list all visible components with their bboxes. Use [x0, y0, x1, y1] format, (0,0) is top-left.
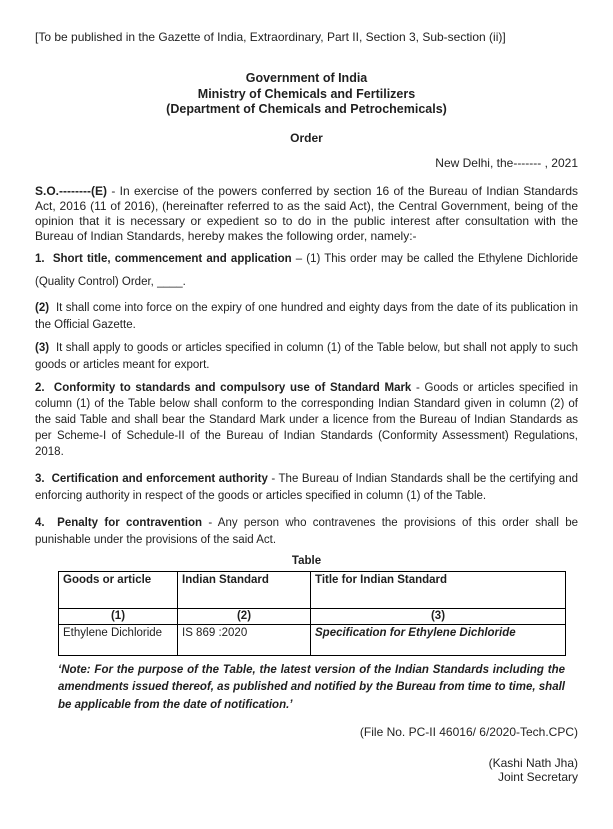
order-title: Order [290, 130, 323, 145]
signatory-title: Joint Secretary [497, 770, 578, 784]
col-number-2: (2) [178, 608, 311, 624]
standards-table [58, 571, 566, 656]
signatory-name: (Kashi Nath Jha) [488, 755, 578, 770]
header-government-of-india: Government of India [245, 71, 368, 85]
clause-conformity-body: - Goods or articles specified in column (1) of the Table below shall conform to the corresponding Indian Standard given in column (2) of the said Table and shall bear the Standard Mark under a licence from the Bureau of Indian Standards as per Scheme-I of Schedule-II of the Bureau of Indian Standards (Conformity Assessment) Regulations, 2018. [35, 381, 579, 458]
so-body: - In exercise of the powers conferred by section 16 of the Bureau of Indian Standards Act, 2016 (11 of 2016), (hereinafter referred to as the said Act), the Central Government, being of the opinion that it is necessary or expedient so to do in the public interest after consultation with the Bureau of Indian Standards, hereby makes the following order, namely:- [35, 183, 578, 243]
clause-conformity [35, 380, 578, 460]
clause-application [35, 340, 578, 374]
clause-penalty-heading: 4. Penalty for contravention [35, 516, 203, 529]
clause-certification-heading: 3. Certification and enforcement authority [35, 472, 268, 485]
col-number-3: (3) [311, 608, 566, 624]
clause-certification [35, 471, 578, 505]
clause-short-title [35, 248, 578, 294]
table-header-row [59, 571, 566, 608]
signature-block [35, 756, 578, 785]
file-number: (File No. PC-II 46016/ 6/2020-Tech.CPC) [359, 725, 578, 739]
header-department: (Department of Chemicals and Petrochemicals) [166, 102, 447, 116]
government-header [35, 71, 578, 118]
col-number-1: (1) [59, 608, 178, 624]
header-ministry: Ministry of Chemicals and Fertilizers [197, 86, 416, 101]
col-header-standard: Indian Standard [178, 571, 311, 608]
clause-certification-body: - The Bureau of Indian Standards shall be the certifying and enforcing authority in respect of the goods or articles specified in column (1) of the Table. [35, 472, 578, 502]
table-note: ‘Note: For the purpose of the Table, the latest version of the Indian Standards including the amendments issued thereof, as published and notified by the Bureau from time to time, shall be applicable from the date of notification.’ [58, 663, 565, 711]
clause-application-number: (3) [35, 341, 50, 354]
cell-goods: Ethylene Dichloride [59, 624, 178, 655]
table-colnum-row [59, 608, 566, 624]
clause-application-body: It shall apply to goods or articles specified in column (1) of the Table below, but shall not apply to such goods or articles meant for export. [35, 341, 578, 371]
clause-commencement [35, 300, 578, 334]
table-caption: Table [291, 554, 322, 567]
col-header-goods: Goods or article [59, 571, 178, 608]
col-header-title: Title for Indian Standard [311, 571, 566, 608]
clause-penalty-body: - Any person who contravenes the provisions of this order shall be punishable under the provisions of the said Act. [35, 516, 578, 546]
so-paragraph [35, 184, 578, 244]
cell-standard: IS 869 :2020 [178, 624, 311, 655]
clause-short-title-body: – (1) This order may be called the Ethylene Dichloride (Quality Control) Order, ____. [35, 252, 579, 288]
so-number: S.O.--------(E) [35, 183, 107, 198]
publish-note: [To be published in the Gazette of India, Extraordinary, Part II, Section 3, Sub-section (ii)] [35, 30, 506, 44]
dateline: New Delhi, the------- , 2021 [435, 156, 578, 170]
clause-commencement-body: It shall come into force on the expiry of one hundred and eighty days from the date of its publication in the Official Gazette. [35, 301, 578, 331]
clause-conformity-heading: 2. Conformity to standards and compulsory use of Standard Mark [35, 381, 412, 394]
cell-title: Specification for Ethylene Dichloride [311, 624, 566, 655]
clause-short-title-heading: 1. Short title, commencement and application [35, 252, 292, 265]
table-row [59, 624, 566, 655]
clause-commencement-number: (2) [35, 301, 50, 314]
clause-penalty [35, 515, 578, 549]
